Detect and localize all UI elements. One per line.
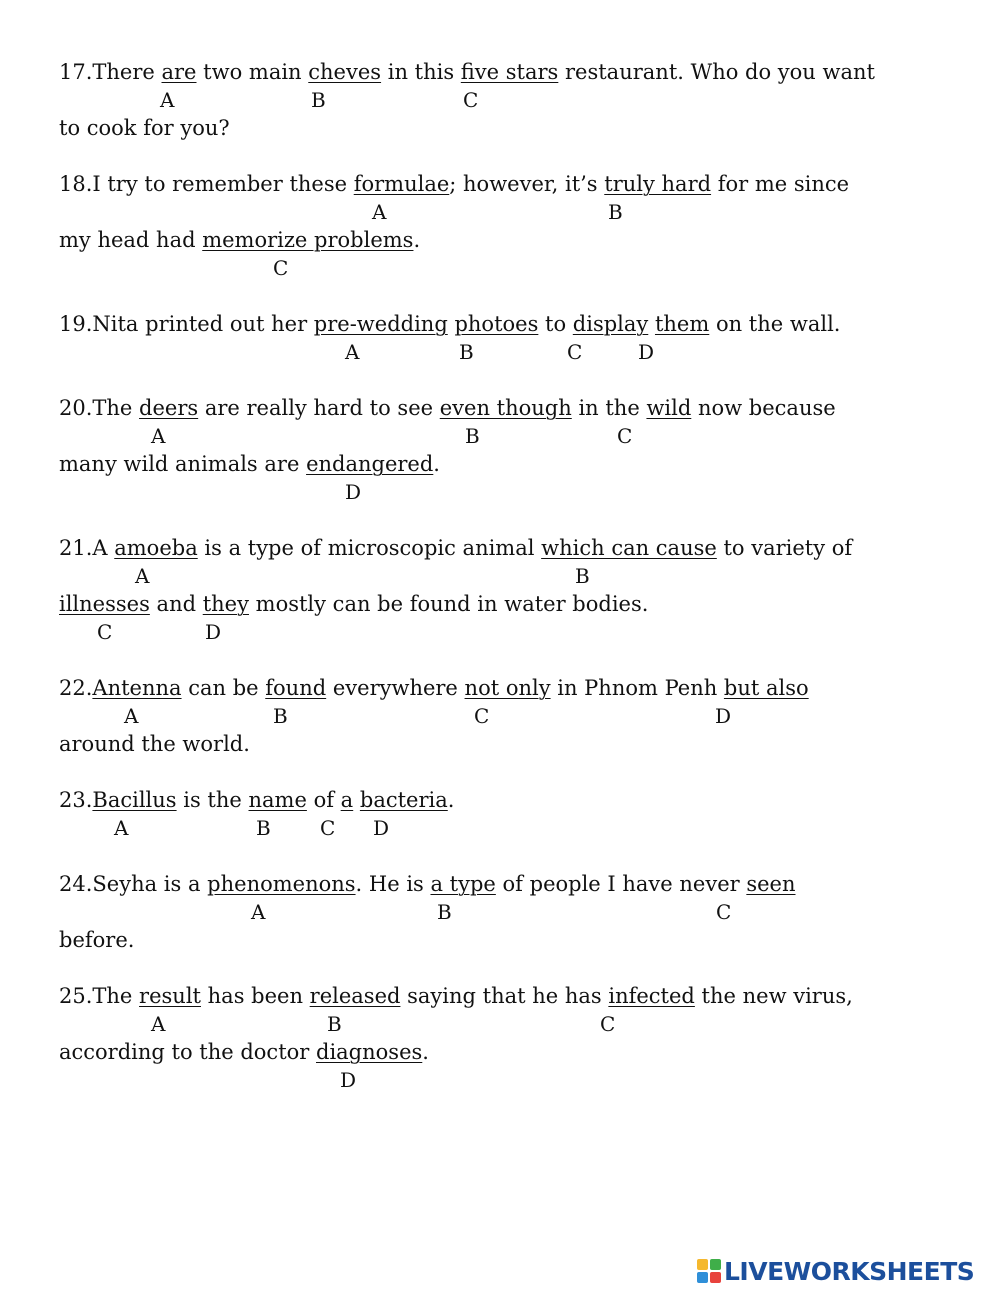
underlined-option: bacteria [359, 788, 448, 812]
underlined-option: are [161, 60, 197, 84]
sentence-text: . [422, 1040, 429, 1064]
underlined-option: memorize problems [202, 228, 414, 252]
sentence-text: in this [381, 60, 461, 84]
underlined-option: pre-wedding [313, 312, 448, 336]
question-18-line-2 [59, 228, 420, 252]
sentence-text: everywhere [326, 676, 465, 700]
sentence-text: on the wall. [709, 312, 841, 336]
logo-text: LIVEWORKSHEETS [724, 1256, 975, 1286]
underlined-option: illnesses [59, 592, 150, 616]
option-letter-d: D [638, 340, 655, 364]
underlined-option: phenomenons [207, 872, 356, 896]
sentence-text: 21.A [59, 536, 115, 560]
underlined-option: photoes [454, 312, 539, 336]
underlined-option: amoeba [114, 536, 198, 560]
question-18-line-1 [59, 172, 849, 196]
sentence-text: around the world. [59, 732, 250, 756]
question-23-line-1 [59, 788, 454, 812]
option-letter-c: C [617, 424, 633, 448]
sentence-text: are really hard to see [198, 396, 440, 420]
option-letter-b: B [327, 1012, 342, 1036]
sentence-text: and [149, 592, 203, 616]
option-letter-a: A [135, 564, 150, 588]
question-25-line-1 [59, 984, 853, 1008]
sentence-text: for me since [711, 172, 850, 196]
sentence-text: restaurant. Who do you want [558, 60, 875, 84]
underlined-option: Bacillus [92, 788, 177, 812]
sentence-text: 20.The [59, 396, 140, 420]
sentence-text: according to the doctor [59, 1040, 316, 1064]
option-letter-b: B [465, 424, 480, 448]
option-letter-c: C [320, 816, 336, 840]
sentence-text: before. [59, 928, 135, 952]
underlined-option: not only [464, 676, 551, 700]
sentence-text: is a type of microscopic animal [197, 536, 542, 560]
underlined-option: which can cause [541, 536, 717, 560]
sentence-text: 23. [59, 788, 93, 812]
option-letter-c: C [567, 340, 583, 364]
sentence-text [353, 788, 360, 812]
underlined-option: them [654, 312, 710, 336]
question-22-line-2 [59, 732, 250, 756]
underlined-option: display [572, 312, 649, 336]
question-17-line-2 [59, 116, 230, 140]
sentence-text: . He is [355, 872, 431, 896]
question-21-line-1 [59, 536, 852, 560]
option-letter-d: D [205, 620, 222, 644]
option-letter-c: C [600, 1012, 616, 1036]
sentence-text: many wild animals are [59, 452, 307, 476]
underlined-option: truly hard [604, 172, 712, 196]
logo-icon [697, 1259, 721, 1283]
sentence-text: the new virus, [694, 984, 853, 1008]
underlined-option: but also [723, 676, 809, 700]
underlined-option: Antenna [92, 676, 182, 700]
option-letter-c: C [474, 704, 490, 728]
sentence-text: 22. [59, 676, 93, 700]
underlined-option: result [139, 984, 201, 1008]
sentence-text: can be [181, 676, 266, 700]
sentence-text: . [447, 788, 455, 812]
sentence-text: 17.There [59, 60, 162, 84]
option-letter-d: D [345, 480, 362, 504]
sentence-text: . [433, 452, 440, 476]
sentence-text: to cook for you? [59, 116, 230, 140]
sentence-text: has been [200, 984, 310, 1008]
option-letter-c: C [716, 900, 732, 924]
option-letter-d: D [715, 704, 732, 728]
option-letter-c: C [97, 620, 113, 644]
sentence-text: 18.I try to remember these [59, 172, 354, 196]
question-17-line-1 [59, 60, 875, 84]
option-letter-a: A [114, 816, 129, 840]
option-letter-c: C [463, 88, 479, 112]
question-21-line-2 [59, 592, 648, 616]
underlined-option: five stars [460, 60, 559, 84]
underlined-option: deers [139, 396, 199, 420]
underlined-option: a [340, 788, 354, 812]
underlined-option: diagnoses [316, 1040, 423, 1064]
underlined-option: cheves [308, 60, 382, 84]
sentence-text: . [413, 228, 421, 252]
option-letter-a: A [151, 424, 166, 448]
option-letter-a: A [251, 900, 266, 924]
sentence-text: in the [571, 396, 647, 420]
sentence-text: 24.Seyha is a [59, 872, 208, 896]
underlined-option: released [309, 984, 401, 1008]
option-letter-a: A [345, 340, 360, 364]
question-22-line-1 [59, 676, 809, 700]
sentence-text: 19.Nita printed out her [59, 312, 314, 336]
option-letter-b: B [459, 340, 474, 364]
question-20-line-2 [59, 452, 440, 476]
sentence-text: my head had [59, 228, 203, 252]
option-letter-c: C [273, 256, 289, 280]
sentence-text: now because [691, 396, 836, 420]
sentence-text: saying that he has [400, 984, 609, 1008]
option-letter-a: A [160, 88, 175, 112]
underlined-option: seen [746, 872, 796, 896]
option-letter-d: D [340, 1068, 357, 1092]
option-letter-a: A [124, 704, 139, 728]
question-19-line-1 [59, 312, 840, 336]
sentence-text: 25.The [59, 984, 140, 1008]
liveworksheets-logo [697, 1255, 974, 1287]
option-letter-b: B [256, 816, 271, 840]
option-letter-a: A [372, 200, 387, 224]
underlined-option: infected [608, 984, 695, 1008]
underlined-option: a type [430, 872, 496, 896]
option-letter-d: D [373, 816, 390, 840]
sentence-text: of [306, 788, 341, 812]
underlined-option: name [248, 788, 307, 812]
question-24-line-1 [59, 872, 796, 896]
option-letter-b: B [575, 564, 590, 588]
option-letter-b: B [437, 900, 452, 924]
option-letter-a: A [151, 1012, 166, 1036]
underlined-option: endangered [306, 452, 434, 476]
sentence-text [648, 312, 655, 336]
option-letter-b: B [608, 200, 623, 224]
underlined-option: even though [439, 396, 572, 420]
sentence-text: two main [196, 60, 309, 84]
option-letter-b: B [273, 704, 288, 728]
underlined-option: found [265, 676, 327, 700]
sentence-text: ; however, it’s [449, 172, 605, 196]
option-letter-b: B [311, 88, 326, 112]
sentence-text: mostly can be found in water bodies. [248, 592, 649, 616]
sentence-text: to variety of [716, 536, 853, 560]
question-24-line-2 [59, 928, 134, 952]
underlined-option: wild [646, 396, 692, 420]
sentence-text: is the [176, 788, 249, 812]
sentence-text: in Phnom Penh [550, 676, 724, 700]
question-20-line-1 [59, 396, 836, 420]
question-25-line-2 [59, 1040, 429, 1064]
sentence-text: of people I have never [495, 872, 747, 896]
underlined-option: they [202, 592, 249, 616]
sentence-text: to [538, 312, 573, 336]
underlined-option: formulae [353, 172, 450, 196]
